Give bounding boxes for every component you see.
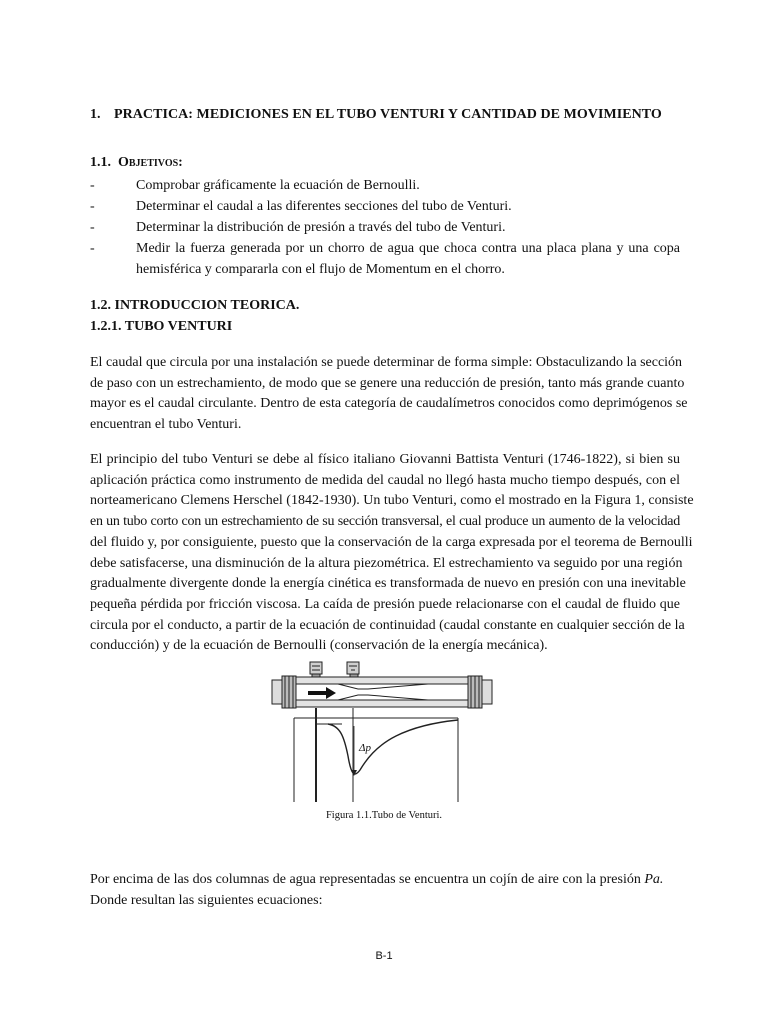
list-item-text: Determinar la distribución de presión a través del tubo de Venturi. — [136, 220, 506, 235]
paragraph-line: del fluido y, por consiguiente, puesto que la conservación de la carga expresada por el teorema de Bernoulli — [90, 534, 693, 550]
main-heading-number: 1. — [90, 107, 101, 122]
pressure-symbol: Pa. — [644, 872, 664, 887]
objectives-title: Objetivos: — [118, 155, 183, 170]
paragraph-line — [90, 870, 680, 891]
paragraph-line: aplicación práctica como instrumento de medida del caudal no llegó hasta mucho tiempo después, con el — [90, 472, 680, 488]
paragraph-3 — [90, 870, 680, 911]
main-heading-title: PRACTICA: MEDICIONES EN EL TUBO VENTURI Y CANTIDAD DE MOVIMIENTO — [114, 107, 662, 122]
list-marker: - — [90, 178, 95, 193]
main-heading — [90, 107, 662, 123]
paragraph-line: conducción) y de la ecuación de Bernoulli (conservación de la energía mecánica). — [90, 638, 548, 654]
list-item — [90, 217, 680, 238]
list-marker: - — [90, 220, 95, 235]
page-number: B-1 — [375, 950, 393, 962]
list-item-text: Medir la fuerza generada por un chorro de agua que choca contra una placa plana y una copa hemisférica y compararla con el flujo de Momentum en el chorro. — [136, 241, 680, 277]
intro-heading: 1.2. INTRODUCCION TEORICA. — [90, 298, 300, 313]
list-item-text: Comprobar gráficamente la ecuación de Bernoulli. — [136, 178, 420, 193]
list-marker: - — [90, 241, 95, 256]
list-item — [90, 238, 680, 280]
list-item-text: Determinar el caudal a las diferentes secciones del tubo de Venturi. — [136, 199, 512, 214]
venturi-figure — [268, 660, 500, 805]
paragraph-line: circula por el conducto, a partir de la ecuación de continuidad (caudal constante en cualquier sección de la — [90, 617, 685, 633]
figure-caption: Figura 1.1.Tubo de Venturi. — [325, 810, 443, 821]
objectives-heading — [90, 155, 183, 171]
list-item — [90, 196, 680, 217]
pressure-tap-icon — [310, 662, 359, 674]
paragraph-1 — [90, 353, 688, 435]
paragraph-line: El caudal que circula por una instalación se puede determinar de forma simple: Obstaculizando la sección — [90, 355, 683, 370]
paragraph-line: encuentran el tubo Venturi. — [90, 416, 242, 432]
list-marker: - — [90, 199, 95, 214]
paragraph-line: Donde resultan las siguientes ecuaciones: — [90, 892, 323, 908]
paragraph-line: pequeña pérdida por fricción viscosa. La caída de presión puede relacionarse con el caudal de fluido que — [90, 596, 680, 612]
right-coupling-icon — [468, 676, 492, 708]
venturi-heading: 1.2.1. TUBO VENTURI — [90, 319, 233, 334]
paragraph-line: El principio del tubo Venturi se debe al físico italiano Giovanni Battista Venturi (1746-1822), si bien su — [90, 452, 680, 467]
objectives-list — [90, 175, 680, 280]
paragraph-line: de paso con un estrechamiento, de modo que se genere una reducción de presión, tanto más grande cuanto — [90, 375, 685, 391]
paragraph-3-text: Por encima de las dos columnas de agua representadas se encuentra un cojín de aire con la presión — [90, 872, 645, 887]
tube-body — [296, 674, 468, 707]
paragraph-2 — [90, 450, 694, 657]
paragraph-line: en un tubo corto con un estrechamiento de su sección transversal, el cual produce un aumento de la velocidad — [90, 514, 680, 530]
paragraph-line: debe satisfacerse, una disminución de la altura piezométrica. El estrechamiento va seguido por una región — [90, 555, 683, 571]
objectives-number: 1.1. — [90, 155, 111, 170]
paragraph-line: mayor es el caudal circulante. Dentro de esta categoría de caudalímetros conocidos como deprimógenos se — [90, 396, 688, 411]
pressure-graph — [294, 708, 458, 802]
delta-p-label: Δp — [359, 742, 371, 754]
list-item — [90, 175, 680, 196]
left-coupling-icon — [272, 676, 296, 708]
paragraph-line: gradualmente divergente donde la energía cinética es transformada de nuevo en presión con una inevitable — [90, 576, 686, 592]
paragraph-line: norteamericano Clemens Herschel (1842-1930). Un tubo Venturi, como el mostrado en la Figura 1, consiste — [90, 493, 694, 509]
